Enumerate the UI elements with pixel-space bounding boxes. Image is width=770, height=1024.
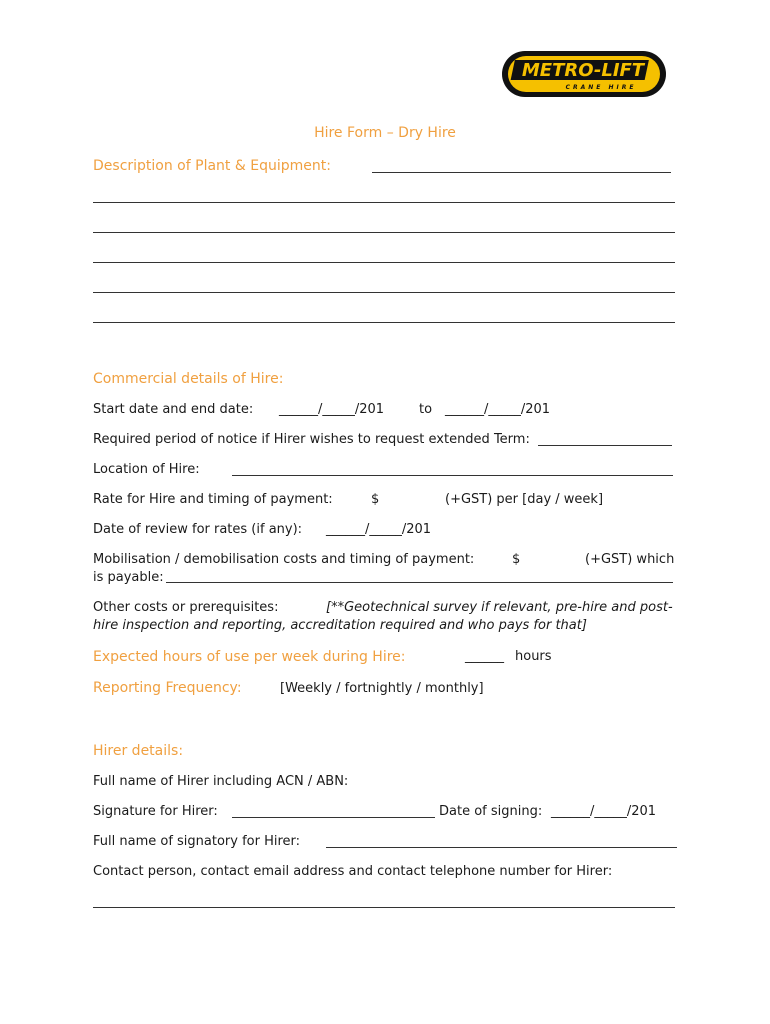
contact-input-line[interactable] xyxy=(93,907,675,908)
other-costs-note-2: hire inspection and reporting, accreditation required and who pays for that] xyxy=(93,618,587,633)
date-of-signing-field[interactable]: ______/_____/201 xyxy=(551,804,657,819)
notice-label: Required period of notice if Hirer wishes to request extended Term: xyxy=(93,432,530,447)
plant-description-line-2[interactable] xyxy=(93,232,675,233)
reporting-heading: Reporting Frequency: xyxy=(93,680,242,696)
signature-label: Signature for Hirer: xyxy=(93,804,218,819)
start-date-field[interactable]: ______/_____/201 xyxy=(279,402,385,417)
plant-description-line-4[interactable] xyxy=(93,292,675,293)
signature-input-line[interactable] xyxy=(232,817,435,818)
plant-description-line-3[interactable] xyxy=(93,262,675,263)
logo-sub-text: CRANE HIRE xyxy=(565,84,637,91)
commercial-heading: Commercial details of Hire: xyxy=(93,371,284,387)
location-label: Location of Hire: xyxy=(93,462,200,477)
signatory-input-line[interactable] xyxy=(326,847,677,848)
review-date-field[interactable]: ______/_____/201 xyxy=(326,522,432,537)
form-title: Hire Form – Dry Hire xyxy=(314,125,456,141)
plant-input-line[interactable] xyxy=(372,172,671,173)
to-label: to xyxy=(419,402,433,417)
hours-heading: Expected hours of use per week during Hire: xyxy=(93,649,406,665)
end-date-field[interactable]: ______/_____/201 xyxy=(445,402,551,417)
location-input-line[interactable] xyxy=(232,475,673,476)
metro-lift-logo xyxy=(501,50,667,98)
signatory-label: Full name of signatory for Hirer: xyxy=(93,834,301,849)
logo-brand-text: METRO-LIFT xyxy=(521,60,645,81)
mobilisation-suffix: (+GST) which xyxy=(585,552,675,567)
mobilisation-label: Mobilisation / demobilisation costs and timing of payment: xyxy=(93,552,475,567)
rate-currency: $ xyxy=(371,492,380,507)
mobilisation-currency: $ xyxy=(512,552,521,567)
hours-blank-field[interactable]: ______ xyxy=(465,649,504,664)
plant-description-line-1[interactable] xyxy=(93,202,675,203)
hours-unit: hours xyxy=(515,649,552,664)
date-of-signing-label: Date of signing: xyxy=(439,804,543,819)
mobilisation-payable-label: is payable: xyxy=(93,570,164,585)
rate-label: Rate for Hire and timing of payment: xyxy=(93,492,333,507)
mobilisation-input-line[interactable] xyxy=(166,582,673,583)
hirer-heading: Hirer details: xyxy=(93,743,184,759)
notice-input-line[interactable] xyxy=(538,445,672,446)
plant-heading: Description of Plant & Equipment: xyxy=(93,158,331,174)
hirer-full-name-label: Full name of Hirer including ACN / ABN: xyxy=(93,774,349,789)
contact-label: Contact person, contact email address and contact telephone number for Hirer: xyxy=(93,864,613,879)
start-end-label: Start date and end date: xyxy=(93,402,254,417)
plant-description-line-5[interactable] xyxy=(93,322,675,323)
rate-suffix: (+GST) per [day / week] xyxy=(445,492,604,507)
review-label: Date of review for rates (if any): xyxy=(93,522,303,537)
other-costs-note-1: [**Geotechnical survey if relevant, pre-hire and post- xyxy=(326,600,673,615)
reporting-options: [Weekly / fortnightly / monthly] xyxy=(280,681,484,696)
other-costs-label: Other costs or prerequisites: xyxy=(93,600,279,615)
